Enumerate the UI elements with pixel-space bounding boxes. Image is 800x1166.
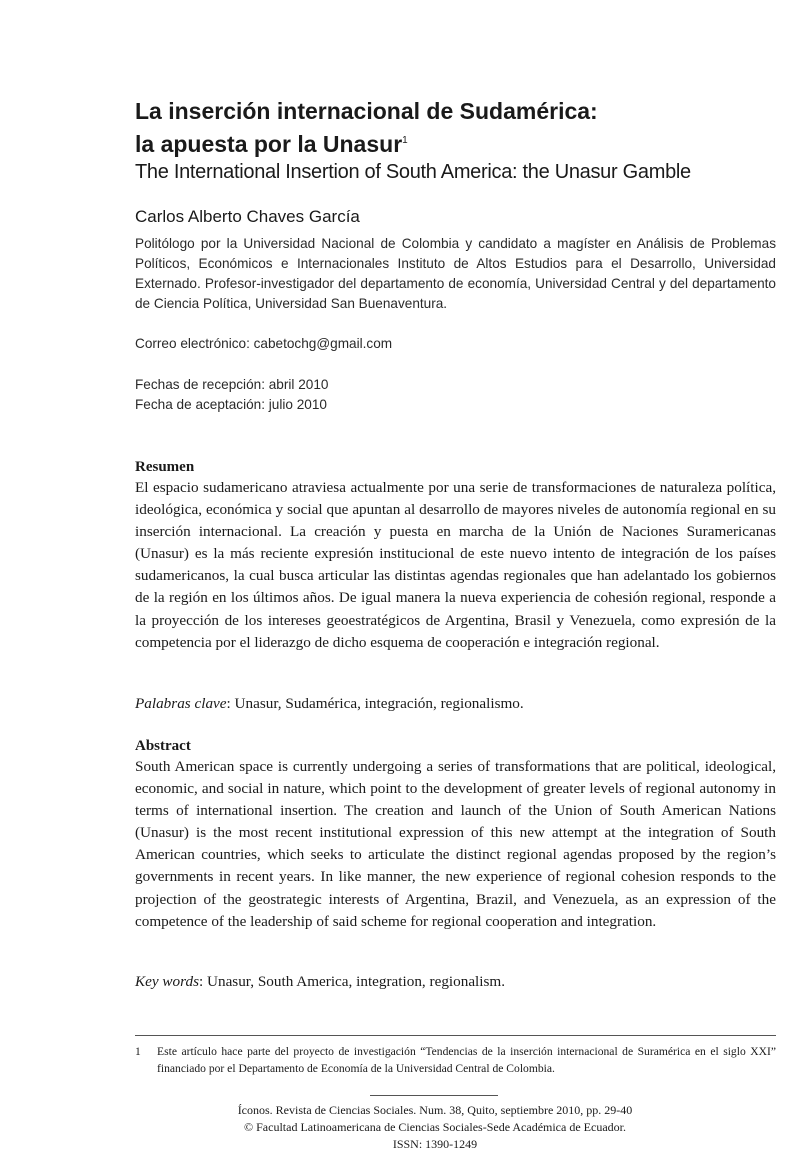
footnote-text: Este artículo hace parte del proyecto de investigación “Tendencias de la inserción internacional de Suramérica en el siglo XXI” financiado por el Departamento de Economía de la Universidad Central de Colombia. [157, 1045, 776, 1075]
journal-info [180, 1102, 690, 1153]
author-name: Carlos Alberto Chaves García [135, 207, 360, 226]
resumen-body: El espacio sudamericano atraviesa actualmente por una serie de transformaciones de naturaleza política, ideológica, económica y social que apuntan al desarrollo de mayores niveles de autonomía regional en su inserción internacional. La creación y puesta en marcha de la Unión de Naciones Suramericanas (Unasur) es la más reciente expresión institucional de este nuevo intento de integración de los países sudamericanos, la cual busca articular las distintas agendas regionales que han adelantado los gobiernos de la región en los últimos años. De igual manera la nueva experiencia de cohesión regional, responde a la proyección de los intereses geoestratégicos de Argentina, Brasil y Venezuela, como expresión de la competencia por el liderazgo de dicho esquema de cooperación e integración regional. [135, 479, 776, 651]
resumen-section [135, 458, 776, 654]
dates-block [135, 375, 328, 415]
journal-divider [370, 1095, 498, 1096]
abstract-body: South American space is currently undergoing a series of transformations that are political, ideological, economic, and social in nature, which point to the development of greater levels of regional autonomy in terms of international insertion. The creation and launch of the Union of South American Nations (Unasur) is the most recent institutional expression of this new attempt at the integration of South American countries, which seeks to articulate the distinct regional agendas proposed by the region’s governments in recent years. In like manner, the new experience of regional cohesion responds to the projection of the geostrategic interests of Argentina, Brazil, and Venezuela, as an expression of the competence of the leadership of said scheme for regional cooperation and integration. [135, 758, 776, 930]
abstract-section [135, 737, 776, 933]
journal-issn: ISSN: 1390-1249 [392, 1137, 478, 1151]
footnote-number: 1 [135, 1045, 141, 1058]
footnote [135, 1043, 776, 1077]
abstract-heading: Abstract [135, 738, 191, 754]
resumen-heading: Resumen [135, 459, 195, 475]
key-words [135, 971, 776, 993]
date-accepted: Fecha de aceptación: julio 2010 [135, 397, 327, 412]
palabras-clave [135, 693, 776, 715]
journal-copyright: © Facultad Latinoamericana de Ciencias Sociales-Sede Académica de Ecuador. [244, 1120, 626, 1134]
title-spanish-line1: La inserción internacional de Sudamérica: [135, 98, 598, 124]
palabras-clave-label: Palabras clave [135, 695, 227, 712]
title-spanish-line2: la apuesta por la Unasur [135, 131, 403, 157]
title-footnote-marker[interactable]: 1 [402, 135, 408, 146]
title-spanish [135, 97, 775, 159]
footnote-divider [135, 1035, 776, 1036]
key-words-values: : Unasur, South America, integration, regionalism. [198, 973, 506, 990]
journal-citation: Íconos. Revista de Ciencias Sociales. Num. 38, Quito, septiembre 2010, pp. 29-40 [237, 1103, 633, 1117]
key-words-label: Key words [135, 973, 199, 990]
date-received: Fechas de recepción: abril 2010 [135, 377, 329, 392]
palabras-clave-values: : Unasur, Sudamérica, integración, regionalismo. [226, 695, 524, 712]
author-email[interactable]: Correo electrónico: cabetochg@gmail.com [135, 336, 393, 351]
author-bio: Politólogo por la Universidad Nacional de Colombia y candidato a magíster en Análisis de Problemas Políticos, Económicos e Internacionales Instituto de Altos Estudios para el Desarrollo, Universidad Externado. Profesor-investigador del departamento de economía, Universidad Central y del departamento de Ciencia Política, Universidad San Buenaventura. [135, 236, 776, 311]
title-english: The International Insertion of South America: the Unasur Gamble [135, 161, 691, 183]
